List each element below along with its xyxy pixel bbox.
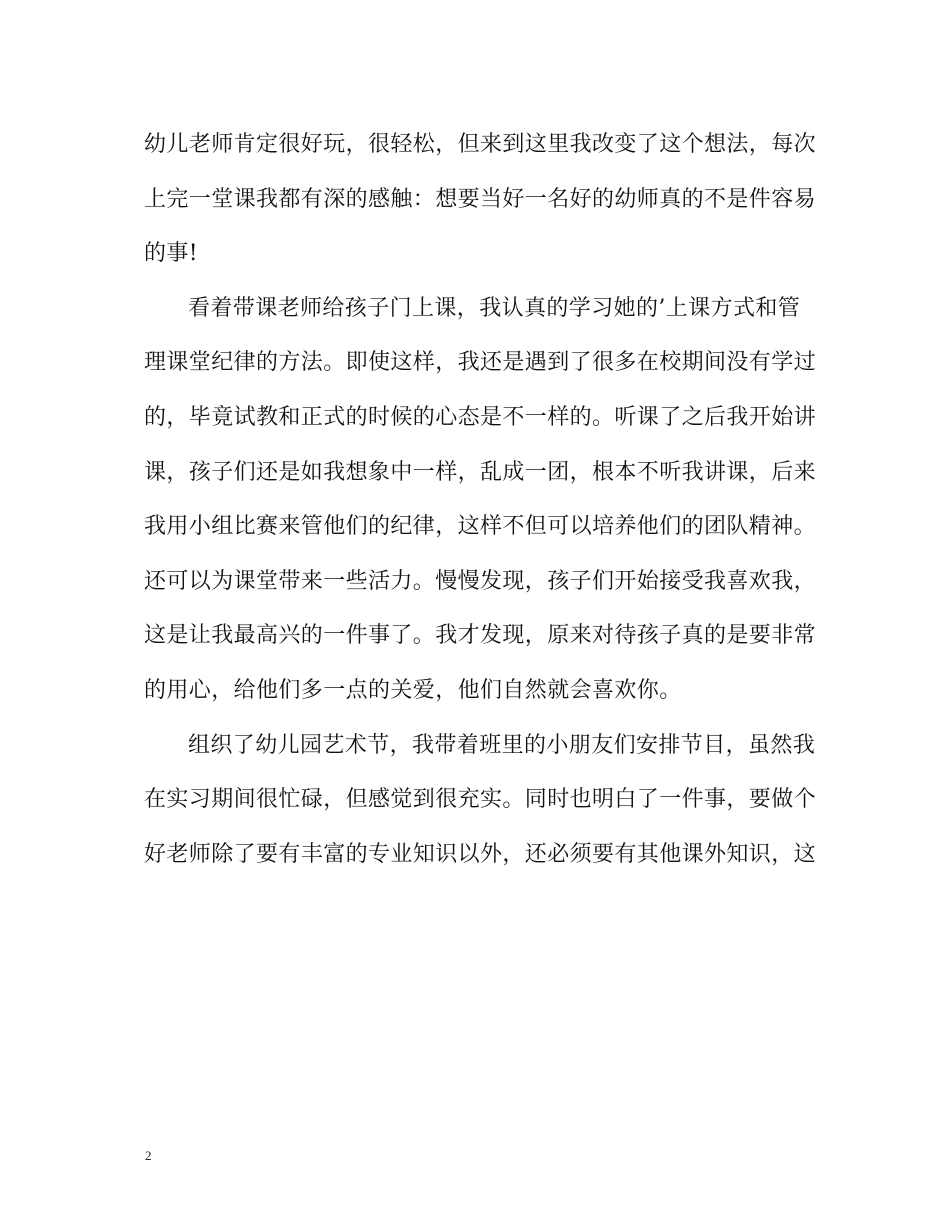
text-line: 上完一堂课我都有深的感触：想要当好一名好的幼师真的不是件容易	[144, 186, 817, 212]
page-number: 2	[145, 1148, 152, 1163]
body-text	[144, 118, 817, 882]
text-line: 课，孩子们还是如我想象中一样，乱成一团，根本不听我讲课，后来	[144, 459, 817, 485]
text-line: 幼儿老师肯定很好玩，很轻松，但来到这里我改变了这个想法，每次	[144, 132, 817, 157]
text-line: 我用小组比赛来管他们的纪律，这样不但可以培养他们的团队精神。	[144, 514, 817, 540]
text-line: 的用心，给他们多一点的关爱，他们自然就会喜欢你。	[144, 677, 682, 703]
text-line: 好老师除了要有丰富的专业知识以外，还必须要有其他课外知识，这	[144, 841, 817, 867]
paragraph-start-line: 组织了幼儿园艺术节，我带着班里的小朋友们安排节目，虽然我	[188, 732, 816, 758]
text-line: 在实习期间很忙碌，但感觉到很充实。同时也明白了一件事，要做个	[144, 787, 817, 813]
text-line: 这是让我最高兴的一件事了。我才发现，原来对待孩子真的是要非常	[144, 623, 817, 649]
paragraph-start-line: 看着带课老师给孩子门上课，我认真的学习她的’上课方式和管	[188, 295, 801, 321]
text-line: 的事!	[144, 241, 199, 267]
text-line: 的，毕竟试教和正式的时候的心态是不一样的。听课了之后我开始讲	[144, 404, 817, 430]
text-line: 还可以为课堂带来一些活力。慢慢发现，孩子们开始接受我喜欢我，	[144, 568, 817, 594]
text-line: 理课堂纪律的方法。即使这样，我还是遇到了很多在校期间没有学过	[144, 350, 817, 376]
